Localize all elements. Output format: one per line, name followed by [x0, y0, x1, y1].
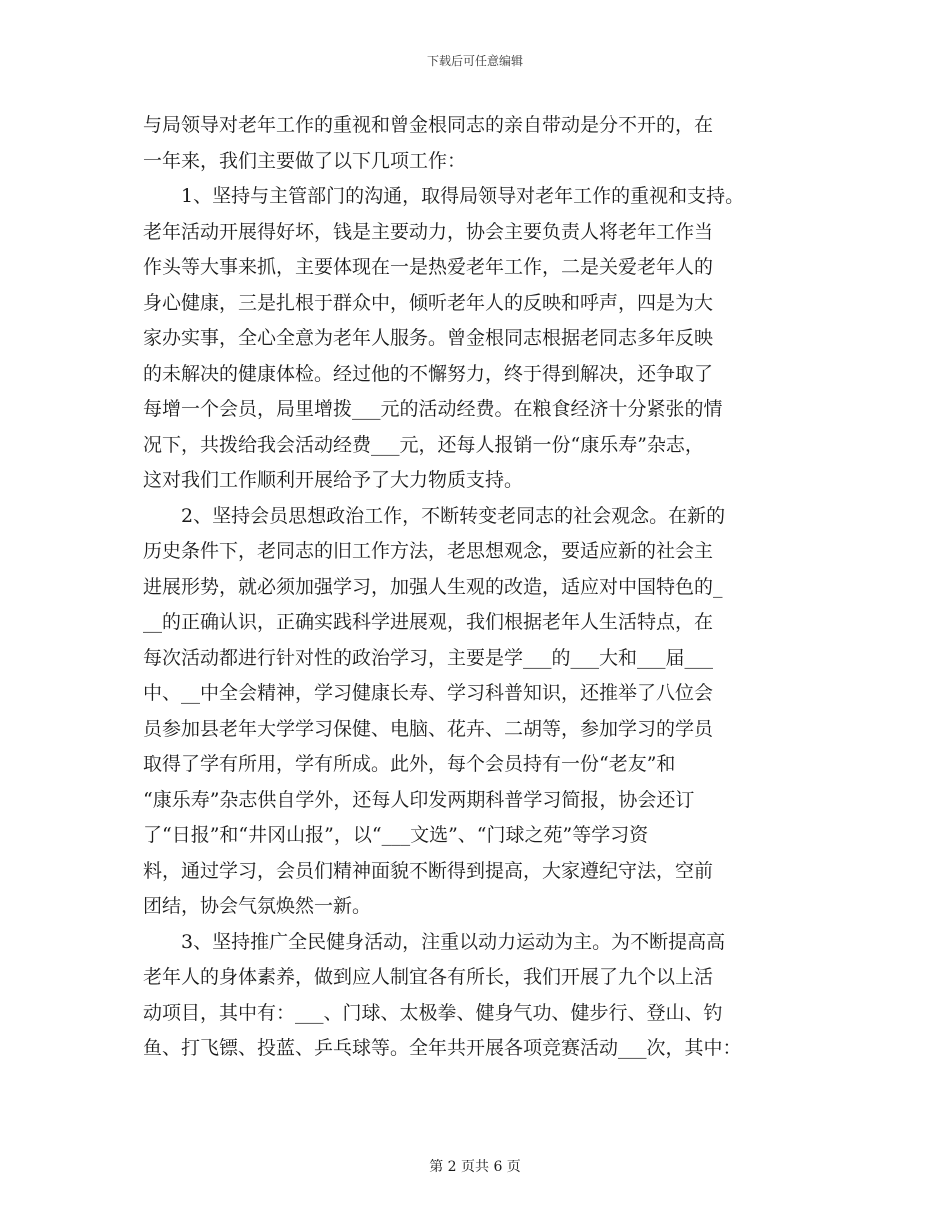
text-line: 一年来，我们主要做了以下几项工作： — [143, 149, 467, 172]
text-line: __的正确认识，正确实践科学进展观，我们根据老年人生活特点，在 — [143, 611, 714, 633]
text-line: 员参加县老年大学学习保健、电脑、花卉、二胡等，参加学习的学员 — [143, 717, 714, 740]
text-line: 3、坚持推广全民健身活动，注重以动力运动为主。为不断提高高 — [143, 930, 726, 953]
text-line: 况下，共拨给我会活动经费___元，还每人报销一份“康乐寿”杂志， — [143, 433, 704, 456]
text-line: 取得了学有所用，学有所成。此外，每个会员持有一份“老友”和 — [143, 753, 676, 775]
text-line: 中、__中全会精神，学习健康长寿、学习科普知识，还推举了八位会 — [143, 682, 714, 704]
text-line: 鱼、打飞镖、投蓝、乒乓球等。全年共开展各项竞赛活动___次，其中： — [143, 1037, 742, 1059]
page-header: 下载后可任意编辑 — [426, 54, 523, 68]
text-line: 每增一个会员，局里增拨___元的活动经费。在粮食经济十分紧张的情 — [143, 398, 723, 420]
text-line: 料，通过学习，会员们精神面貌不断得到提高，大家遵纪守法，空前 — [143, 859, 714, 882]
text-line: 身心健康，三是扎根于群众中，倾听老年人的反映和呼声，四是为大 — [143, 291, 714, 314]
document-body — [143, 108, 833, 1067]
text-line: “康乐寿”杂志供自学外，还每人印发两期科普学习简报，协会还订 — [143, 788, 695, 811]
text-line: 老年人的身体素养，做到应人制宜各有所长，我们开展了九个以上活 — [143, 966, 714, 988]
text-line: 历史条件下，老同志的旧工作方法，老思想观念，要适应新的社会主 — [143, 540, 714, 562]
text-line: 家办实事，全心全意为老年人服务。曾金根同志根据老同志多年反映 — [143, 327, 714, 349]
text-line: 老年活动开展得好坏，钱是主要动力，协会主要负责人将老年工作当 — [143, 220, 714, 243]
text-line: 团结，协会气氛焕然一新。 — [143, 895, 372, 917]
text-line: 的未解决的健康体检。经过他的不懈努力，终于得到解决，还争取了 — [143, 362, 714, 385]
text-line: 动项目，其中有：___、门球、太极拳、健身气功、健步行、登山、钓 — [143, 1001, 723, 1024]
text-line: 1、坚持与主管部门的沟通，取得局领导对老年工作的重视和支持。 — [143, 185, 745, 207]
text-line: 了“日报”和“井冈山报”，以“___文选”、“门球之苑”等学习资 — [143, 824, 649, 846]
page-footer: 第 2 页共 6 页 — [429, 1159, 521, 1175]
text-line: 与局领导对老年工作的重视和曾金根同志的亲自带动是分不开的，在 — [143, 114, 714, 136]
text-line: 2、坚持会员思想政治工作，不断转变老同志的社会观念。在新的 — [143, 504, 726, 527]
text-line: 作头等大事来抓，主要体现在一是热爱老年工作，二是关爱老年人的 — [143, 256, 714, 278]
text-line: 每次活动都进行针对性的政治学习，主要是学___的___大和___届___ — [143, 646, 714, 669]
text-line: 进展形势，就必须加强学习，加强人生观的改造，适应对中国特色的_ — [143, 575, 723, 598]
text-line: 这对我们工作顺利开展给予了大力物质支持。 — [143, 469, 524, 491]
